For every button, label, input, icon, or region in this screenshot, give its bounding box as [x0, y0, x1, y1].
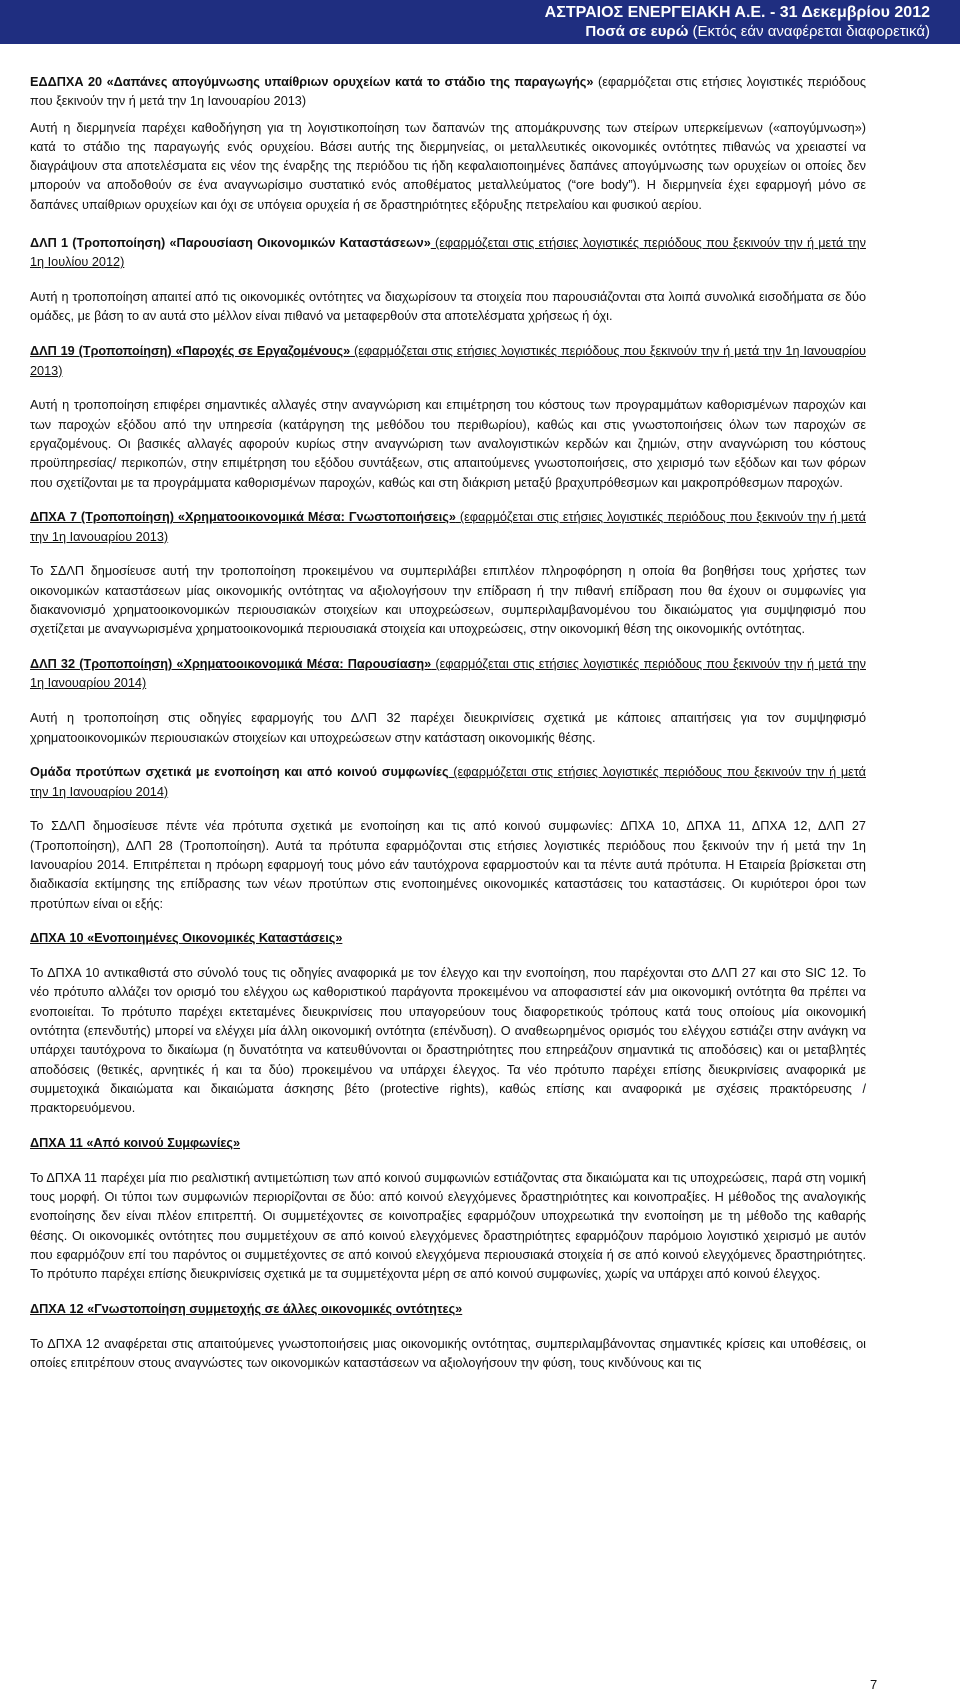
- section-note: (εφαρμόζεται στις ετήσιες λογιστικές περιόδους που ξεκινούν την ή μετά την 1η Ιανουαρίου 2014): [30, 765, 866, 799]
- page-number: 7: [870, 1677, 878, 1692]
- section-title: ΔΛΠ 1 (Τροποποίηση) «Παρουσίαση Οικονομικών Καταστάσεων»: [30, 236, 431, 251]
- dlp1-heading: [30, 234, 866, 273]
- edpxa20-paragraph: [30, 119, 866, 215]
- header-band: [0, 0, 960, 44]
- section-title: ΔΠΧΑ 10 «Ενοποιημένες Οικονομικές Καταστάσεις»: [30, 931, 343, 946]
- dlp32-heading: [30, 655, 866, 694]
- section-note: (εφαρμόζεται στις ετήσιες λογιστικές περιόδους που ξεκινούν την ή μετά την 1η Ιανουαρίου 2014): [30, 657, 866, 691]
- edpxa20-intro: Αυτή η διερμηνεία παρέχει καθοδήγηση για τη λογιστικοποίηση των δαπανών της απομάκρυνσης των στείρων υπερκείμενων («απογύμνωση») κατά το στάδιο της παραγωγής ενός ορυχείου.: [30, 120, 866, 154]
- section-title: ΔΠΧΑ 12 «Γνωστοποίηση συμμετοχής σε άλλες οικονομικές οντότητες»: [30, 1302, 463, 1317]
- document-title: ΑΣΤΡΑΙΟΣ ΕΝΕΡΓΕΙΑΚΗ Α.Ε. - 31 Δεκεμβρίου 2012: [544, 4, 930, 21]
- dpxa11-heading: [30, 1134, 866, 1153]
- omada-paragraph: Το ΣΔΛΠ δημοσίευσε πέντε νέα πρότυπα σχετικά με ενοποίηση και τις από κοινού συμφωνίες: ΔΠΧΑ 10, ΔΠΧΑ 11, ΔΠΧΑ 12, ΔΛΠ 27 (Τροποποίηση), ΔΛΠ 28 (Τροποποίηση). Αυτά τα πρότυπα εφαρμόζονται στις ετήσιες λογιστικές περιόδους που ξεκινούν την ή μετά την 1η Ιανουαρίου 2014. Επιτρέπεται η πρόωρη εφαρμογή τους μόνο εάν ταυτόχρονα εφαρμοστούν και τα πέντε αυτά πρότυπα. Η Εταιρεία βρίσκεται στη διαδικασία εκτίμησης της επίδρασης των νέων προτύπων στις ενοποιημένες οικονομικές καταστάσεις του καταστάσεις. Οι κυριότεροι όροι των προτύπων είναι οι εξής:: [30, 819, 866, 911]
- section-title: Ομάδα προτύπων σχετικά με ενοποίηση και από κοινού συμφωνίες: [30, 765, 449, 780]
- currency-note: [585, 23, 930, 40]
- section-title: ΔΛΠ 32 (Τροποποίηση) «Χρηματοοικονομικά Μέσα: Παρουσίαση»: [30, 657, 432, 672]
- section-title: ΔΛΠ 19 (Τροποποίηση) «Παροχές σε Εργαζομένους»: [30, 344, 351, 359]
- dlp19-heading: [30, 342, 866, 381]
- dlp32-paragraph: Αυτή η τροποποίηση στις οδηγίες εφαρμογής του ΔΛΠ 32 παρέχει διευκρινίσεις σχετικά με κάποιες απαιτήσεις για τον συμψηφισμό χρηματοοικονομικών περιουσιακών στοιχείων και υποχρεώσεων στην κατάσταση οικονομικής θέσης.: [30, 711, 866, 745]
- dpxa12-paragraph: Το ΔΠΧΑ 12 αναφέρεται στις απαιτούμενες γνωστοποιήσεις μιας οικονομικής οντότητας, συμπεριλαμβάνοντας σημαντικές κρίσεις και υποθέσεις, οι οποίες επιτρέπουν στους αναγνώστες των οικονομικών καταστάσεων να αξιολογήσουν την φύση, τους κινδύνους και τις: [30, 1336, 866, 1371]
- dpxa10-paragraph: Το ΔΠΧΑ 10 αντικαθιστά στο σύνολό τους τις οδηγίες αναφορικά με τον έλεγχο και την ενοποίηση, που παρέχονται στο ΔΛΠ 27 και στο SIC 12. Το νέο πρότυπο αλλάζει τον ορισμό του ελέγχου ως καθοριστικού παράγοντα προκειμένου να αποφασιστεί εάν μια οικονομική οντότητα θα πρέπει να ενοποιείται. Το πρότυπο παρέχει εκτεταμένες διευκρινίσεις που υπαγορεύουν τους διαφορετικούς τρόπους κατά τους οποίους μία οικονομική οντότητα (επενδυτής) μπορεί να ελέγχει μία άλλη οικονομική οντότητα (επένδυση). Ο αναθεωρημένος ορισμός του ελέγχου εστιάζει στην ανάγκη να υπάρχει ταυτόχρονα το δικαίωμα (η δυνατότητα να κατευθύνονται οι δραστηριότητες που επηρεάζουν σημαντικά τις αποδόσεις) και οι μεταβλητές αποδόσεις (θετικές, αρνητικές ή και τα δύο) προκειμένου να υπάρχει έλεγχος. Τα νέο πρότυπο παρέχει επίσης διευκρινίσεις αναφορικά με συμμετοχικά δικαιώματα και δικαιώματα άσκησης βέτο (protective rights), καθώς επίσης και αναφορικά με σχέσεις πρακτόρευσης / πρακτορευόμενου.: [30, 966, 866, 1116]
- dpxa12-heading: [30, 1300, 866, 1319]
- dpxa7-paragraph: Το ΣΔΛΠ δημοσίευσε αυτή την τροποποίηση προκειμένου να συμπεριλάβει επιπλέον πληροφόρηση η οποία θα βοηθήσει τους χρήστες των οικονομικών καταστάσεων μίας οικονομικής οντότητας να αξιολογήσουν την επίδραση ή την πιθανή επίδραση που θα έχουν οι συμφωνίες για διακανονισμό χρηματοοικονομικών περιουσιακών στοιχείων και υποχρεώσεων, συμπεριλαμβανομένου του δικαιώματος για συμψηφισμό που σχετίζεται με αναγνωρισμένα χρηματοοικονομικά περιουσιακά στοιχεία και υποχρεώσεις, στην οικονομική θέση της οικονομικής οντότητας.: [30, 564, 866, 637]
- currency-note-rest: (Εκτός εάν αναφέρεται διαφορετικά): [688, 23, 930, 40]
- section-note: (εφαρμόζεται στις ετήσιες λογιστικές περιόδους που ξεκινούν την ή μετά την 1η Ιουλίου 2012): [30, 236, 866, 270]
- section-note: (εφαρμόζεται στις ετήσιες λογιστικές περιόδους που ξεκινούν την ή μετά την 1η Ιανουαρίου 2013): [30, 344, 866, 378]
- section-title: ΕΔΔΠΧΑ 20 «Δαπάνες απογύμνωσης υπαίθριων ορυχείων κατά το στάδιο της παραγωγής»: [30, 75, 594, 89]
- dpxa11-paragraph: Το ΔΠΧΑ 11 παρέχει μία πιο ρεαλιστική αντιμετώπιση των από κοινού συμφωνιών εστιάζοντας στα δικαιώματα και τις υποχρεώσεις, παρά στη νομική τους μορφή. Οι τύποι των συμφωνιών περιορίζονται σε δύο: από κοινού ελεγχόμενες δραστηριότητες και κοινοπραξίες. Η μέθοδος της αναλογικής ενοποίησης δεν είναι πλέον επιτρεπτή. Οι συμμετέχοντες σε κοινοπραξίες εφαρμόζουν υποχρεωτικά την ενοποίηση με τη μέθοδο της καθαρής θέσης. Οι οικονομικές οντότητες που συμμετέχουν σε από κοινού ελεγχόμενες δραστηριότητες εφαρμόζουν παρόμοιο λογιστικό χειρισμό με αυτόν που εφαρμόζουν επί του παρόντος οι συμμετέχοντες σε από κοινού ελεγχόμενα περιουσιακά στοιχεία ή σε από κοινού ελεγχόμενες δραστηριότητες. Το πρότυπο παρέχει επίσης διευκρινίσεις σχετικά με τα συμμετέχοντα μέρη σε από κοινού συμφωνίες, χωρίς να υπάρχει από κοινού έλεγχος.: [30, 1170, 866, 1282]
- currency-note-bold: Ποσά σε ευρώ: [585, 23, 689, 40]
- dlp1-paragraph: Αυτή η τροποποίηση απαιτεί από τις οικονομικές οντότητες να διαχωρίσουν τα στοιχεία που παρουσιάζονται στα λοιπά συνολικά εισοδήματα σε δύο ομάδες, με βάση το αν αυτά στο μέλλον είναι πιθανό να μεταφερθούν στα αποτελέσματα χρήσεως ή όχι.: [30, 290, 866, 324]
- section-title: ΔΠΧΑ 7 (Τροποποίηση) «Χρηματοοικονομικά Μέσα: Γνωστοποιήσεις»: [30, 510, 456, 525]
- section-note: (εφαρμόζεται στις ετήσιες λογιστικές περιόδους που ξεκινούν την ή μετά την 1η Ιανουαρίου 2013): [30, 510, 866, 544]
- section-note: (εφαρμόζεται στις ετήσιες λογιστικές περιόδους που ξεκινούν την ή μετά την 1η Ιανουαρίου 2013): [30, 75, 866, 109]
- document-body: [30, 73, 866, 1389]
- omada-heading: [30, 763, 866, 802]
- edpxa20-body: Βάσει αυτής της διερμηνείας, οι μεταλλευτικές οικονομικές οντότητες πιθανώς να χρειαστεί να διαγράψουν στα αποτελέσματα εις νέον της έναρξης της περιόδου τις ήδη κεφαλαιοποιημένες δαπάνες απογύμνωσης των ορυχείων οι οποίες δεν μπορούν να αποδοθούν σε ένα αναγνωρίσιμο συστατικό ενός αποθέματος μεταλλεύματος (“ore body”). Η διερμηνεία έχει εφαρμογή μόνο σε δαπάνες υπαίθριων ορυχείων και όχι σε υπόγεια ορυχεία ή σε δραστηριότητες εξόρυξης πετρελαίου και φυσικού αερίου.: [30, 139, 867, 212]
- dlp19-paragraph: Αυτή η τροποποίηση επιφέρει σημαντικές αλλαγές στην αναγνώριση και επιμέτρηση του κόστους των προγραμμάτων καθορισμένων παροχών και των παροχών εξόδου από την υπηρεσία (κατάργηση της μεθόδου του περιθωρίου), καθώς και στις γνωστοποιήσεις όλων των παροχών σε εργαζομένους. Οι βασικές αλλαγές αφορούν κυρίως στην αναγνώριση των αναλογιστικών κερδών και ζημιών, στην αναγνώριση του κόστους προϋπηρεσίας/ περικοπών, στην επιμέτρηση του εξόδου συντάξεων, στις απαιτούμενες γνωστοποιήσεις, στο χειρισμό των εξόδων και των φόρων που σχετίζονται με τα προγράμματα καθορισμένων παροχών, καθώς και στη διάκριση μεταξύ βραχυπρόθεσμων και μακροπρόθεσμων παροχών.: [30, 398, 866, 490]
- section-title: ΔΠΧΑ 11 «Από κοινού Συμφωνίες»: [30, 1136, 241, 1151]
- edpxa20-heading: [30, 73, 866, 112]
- dpxa10-heading: [30, 929, 866, 948]
- dpxa7-heading: [30, 508, 866, 547]
